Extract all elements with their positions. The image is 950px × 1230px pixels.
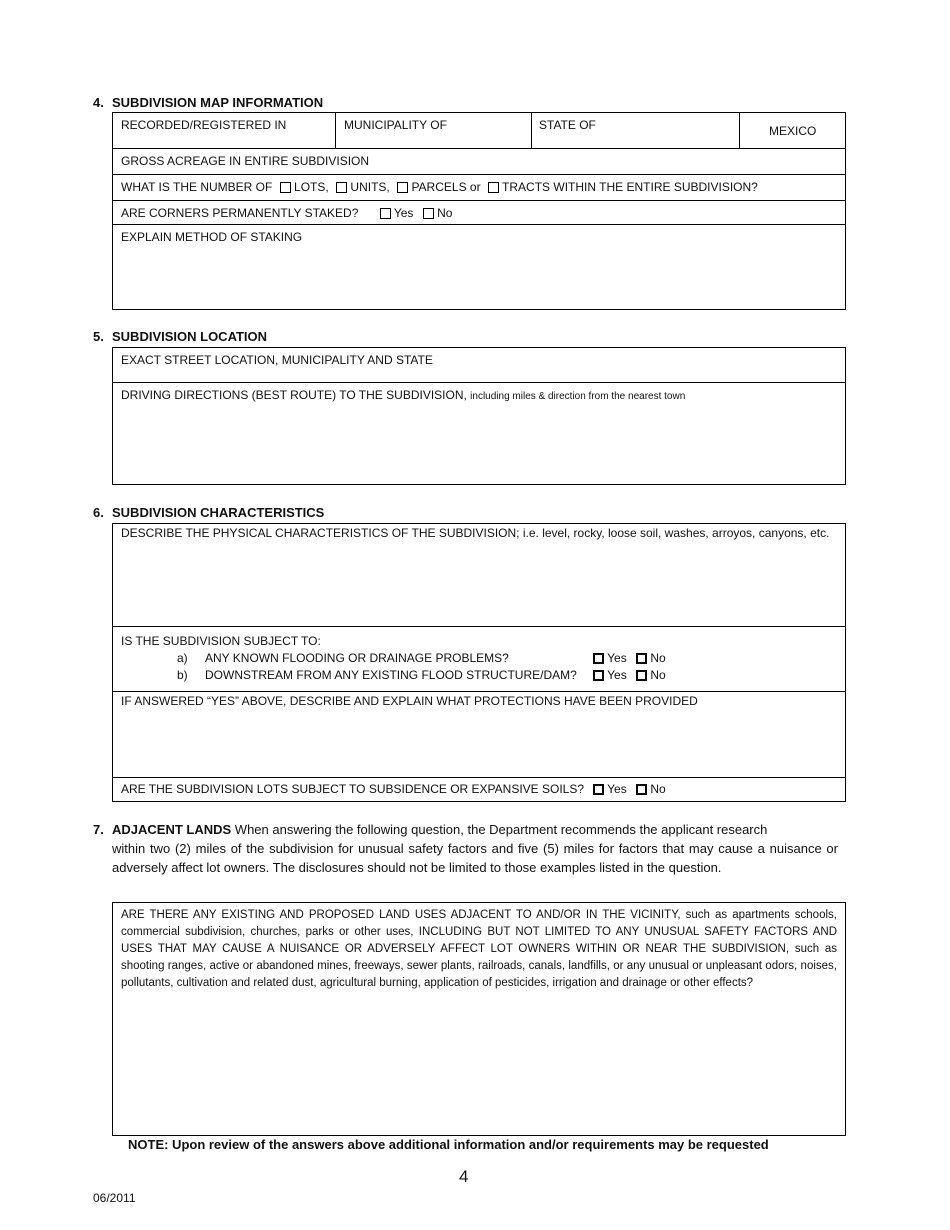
downstream-options (593, 668, 666, 682)
subsidence-no-checkbox[interactable] (636, 784, 647, 795)
state-field[interactable]: STATE OF (539, 118, 596, 132)
corners-label: ARE CORNERS PERMANENTLY STAKED? (121, 206, 359, 220)
number-of-label: WHAT IS THE NUMBER OF (121, 180, 273, 194)
page-number: 4 (459, 1167, 469, 1186)
yes-label: Yes (607, 782, 627, 796)
gross-acreage-row (113, 149, 845, 175)
no-label: No (650, 782, 666, 796)
section-6-table (112, 523, 846, 802)
subsidence-row (113, 778, 845, 801)
downstream-question: DOWNSTREAM FROM ANY EXISTING FLOOD STRUCTURE/DAM? (205, 668, 577, 682)
lots-checkbox[interactable] (280, 182, 291, 193)
subsidence-question: ARE THE SUBDIVISION LOTS SUBJECT TO SUBSIDENCE OR EXPANSIVE SOILS? (121, 782, 585, 796)
item-a-marker: a) (177, 651, 188, 665)
item-b-marker: b) (177, 668, 188, 682)
number-of-question (121, 180, 758, 194)
yes-label: Yes (607, 651, 627, 665)
section-7-intro-first: When answering the following question, the Department recommends the applicant research (234, 822, 768, 837)
protections-row[interactable] (113, 692, 845, 778)
section-7-title: ADJACENT LANDS (112, 822, 232, 837)
subject-to-label: IS THE SUBDIVISION SUBJECT TO: (121, 634, 321, 648)
tracts-checkbox[interactable] (488, 182, 499, 193)
street-location-label: EXACT STREET LOCATION, MUNICIPALITY AND STATE (121, 353, 433, 367)
no-label: No (650, 651, 666, 665)
subsidence-yes-checkbox[interactable] (593, 784, 604, 795)
corners-row (113, 201, 845, 225)
protections-label: IF ANSWERED “YES” ABOVE, DESCRIBE AND EXPLAIN WHAT PROTECTIONS HAVE BEEN PROVIDED (121, 694, 698, 708)
parcels-checkbox[interactable] (397, 182, 408, 193)
section-4-heading (93, 95, 323, 110)
driving-directions-note: including miles & direction from the nearest town (470, 391, 686, 402)
section-4-title: SUBDIVISION MAP INFORMATION (112, 95, 324, 110)
parcels-label: PARCELS or (411, 180, 481, 194)
state-value: MEXICO (769, 124, 817, 138)
divider (531, 113, 532, 148)
downstream-yes-checkbox[interactable] (593, 670, 604, 681)
section-7-number: 7. (93, 822, 104, 837)
section-7-intro (93, 820, 838, 877)
staking-row[interactable] (113, 225, 845, 309)
divider (335, 113, 336, 148)
explain-staking-label: EXPLAIN METHOD OF STAKING (121, 230, 303, 244)
subsidence-options (593, 782, 666, 796)
section-5-title: SUBDIVISION LOCATION (112, 329, 268, 344)
section-6-heading (93, 505, 324, 520)
footer-date: 06/2011 (93, 1191, 136, 1205)
lots-label: LOTS, (294, 180, 329, 194)
downstream-no-checkbox[interactable] (636, 670, 647, 681)
corners-no-checkbox[interactable] (423, 208, 434, 219)
adjacent-lands-box[interactable] (112, 902, 846, 1136)
question-examples-1: such as apartments schools, commercial subdivision, churches, parks or other uses, (121, 909, 837, 938)
municipality-field[interactable]: MUNICIPALITY OF (344, 118, 447, 132)
subject-to-row (113, 627, 845, 692)
section-5-heading (93, 329, 267, 344)
adjacent-lands-question (121, 907, 837, 992)
flooding-yes-checkbox[interactable] (593, 653, 604, 664)
recorded-registered-field[interactable]: RECORDED/REGISTERED IN (121, 118, 287, 132)
review-note: NOTE: Upon review of the answers above additional information and/or requirements may be requested (128, 1137, 769, 1152)
gross-acreage-field[interactable]: GROSS ACREAGE IN ENTIRE SUBDIVISION (121, 154, 370, 168)
section-5-table (112, 347, 846, 485)
recording-row (113, 113, 845, 149)
section-4-table (112, 112, 846, 310)
section-6-title: SUBDIVISION CHARACTERISTICS (112, 505, 325, 520)
driving-directions-caps: DRIVING DIRECTIONS (BEST ROUTE) TO THE SUBDIVISION, (121, 388, 467, 402)
street-location-row[interactable] (113, 348, 845, 383)
no-label: No (437, 206, 453, 220)
section-6-number: 6. (93, 505, 104, 520)
question-caps-2: INCLUDING BUT NOT LIMITED TO ANY UNUSUAL SAFETY FACTORS AND USES THAT MAY CAUSE A NUISANCE OR ADVERSELY AFFECT LOT OWNERS WITHIN OR NEAR THE SUBDIVISION, (121, 926, 838, 955)
units-checkbox[interactable] (336, 182, 347, 193)
divider (739, 113, 740, 148)
flooding-no-checkbox[interactable] (636, 653, 647, 664)
section-5-number: 5. (93, 329, 104, 344)
number-of-row (113, 175, 845, 201)
units-label: UNITS, (350, 180, 390, 194)
question-examples-2: such as shooting ranges, active or abandoned mines, freeways, sewer plants, railroads, canals, landfills, or any unusual or unpleasant odors, noises, pollutants, cultivation and related dust, agricultural burning, application of pesticides, irrigation and drainage or other effects? (121, 943, 837, 989)
no-label: No (650, 668, 666, 682)
yes-label: Yes (393, 206, 414, 220)
driving-directions-row[interactable] (113, 383, 845, 484)
tracts-label: TRACTS WITHIN THE ENTIRE SUBDIVISION? (502, 180, 758, 194)
physical-characteristics-row[interactable] (113, 524, 845, 627)
flooding-question: ANY KNOWN FLOODING OR DRAINAGE PROBLEMS? (205, 651, 509, 665)
flooding-options (593, 651, 666, 665)
yes-label: Yes (607, 668, 627, 682)
corners-question (121, 206, 452, 220)
driving-directions-label (121, 388, 685, 402)
section-4-number: 4. (93, 95, 104, 110)
corners-yes-checkbox[interactable] (380, 208, 391, 219)
physical-characteristics-label: DESCRIBE THE PHYSICAL CHARACTERISTICS OF THE SUBDIVISION; i.e. level, rocky, loose soil, washes, arroyos, canyons, etc. (121, 526, 830, 540)
section-7-intro-rest: within two (2) miles of the subdivision for unusual safety factors and five (5) miles for factors that may cause a nuisance or adversely affect lot owners. The disclosures should not be limited to those examples listed in the question. (112, 841, 838, 875)
question-caps-1: ARE THERE ANY EXISTING AND PROPOSED LAND USES ADJACENT TO AND/OR IN THE VICINITY, (121, 909, 681, 921)
